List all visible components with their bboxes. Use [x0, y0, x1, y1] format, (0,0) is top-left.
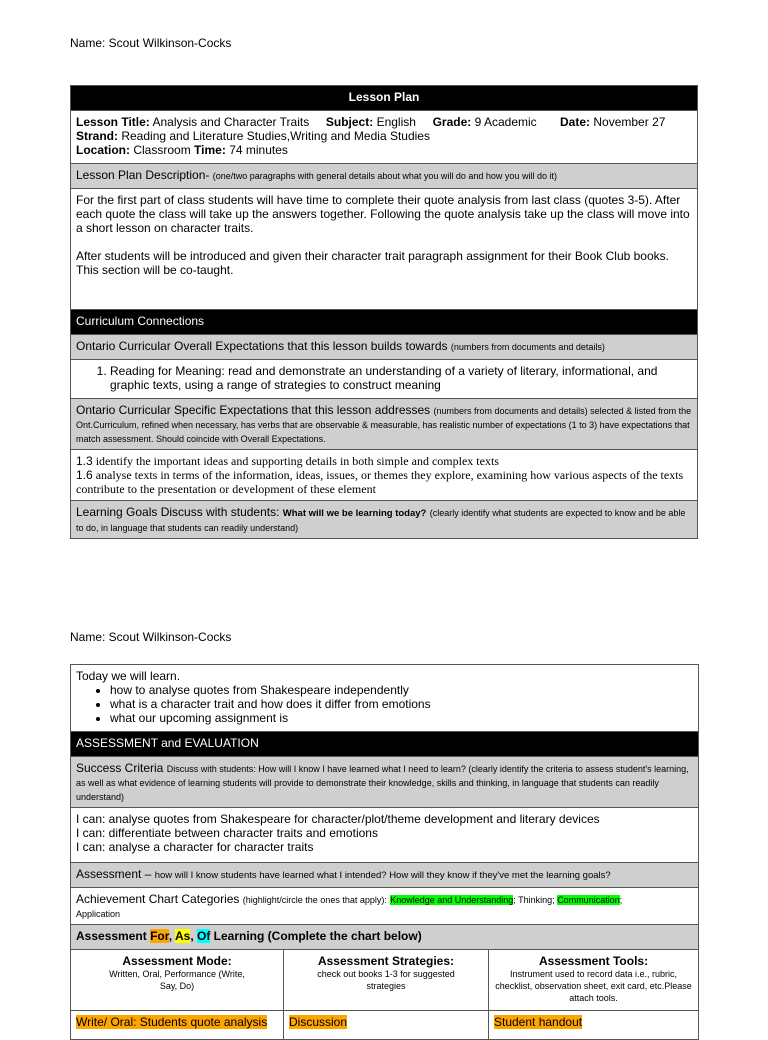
- learning-goals-question: What will we be learning today?: [282, 508, 427, 519]
- lesson-title-value: Analysis and Character Traits: [152, 115, 310, 129]
- success-criteria-note: Discuss with students: How will I know I have learned what I need to learn? (clearly identify the criteria to assess student's learning, as well as what evidence of learning students will provide to demonstrate their knowledge, skills and thinking, in language that students can readily understand): [76, 764, 689, 802]
- description-heading-cell: [71, 164, 698, 189]
- assessment-strategies-header: [284, 950, 489, 1011]
- assessment-mode-subtitle: Written, Oral, Performance (Write, Say, Do): [109, 969, 245, 991]
- assessment-heading: Assessment –: [76, 867, 152, 881]
- student-name: Name: Scout Wilkinson-Cocks: [70, 36, 232, 50]
- i-can-statement: I can: differentiate between character traits and emotions: [76, 826, 378, 840]
- assessment-heading-cell: [71, 863, 699, 888]
- location-value: Classroom: [133, 143, 191, 157]
- assessment-tools-subtitle: Instrument used to record data i.e., rubric, checklist, observation sheet, exit card, etc.Please attach tools.: [495, 969, 692, 1003]
- table-row: [284, 1011, 489, 1040]
- assessment-mode-title: Assessment Mode:: [122, 954, 232, 968]
- category-communication: Communication: [557, 895, 620, 905]
- learning-today-cell: [71, 665, 699, 732]
- lesson-plan-header: Lesson Plan: [71, 86, 698, 111]
- i-can-statement: I can: analyse quotes from Shakespeare for character/plot/theme development and literary devices: [76, 812, 600, 826]
- assessment-strategies-subtitle: check out books 1-3 for suggested strategies: [317, 969, 455, 991]
- afaoal-for: For: [150, 929, 169, 943]
- afaoal-as: As: [174, 929, 191, 943]
- grade-value: 9 Academic: [474, 115, 537, 129]
- student-name-page-2: Name: Scout Wilkinson-Cocks: [70, 630, 232, 644]
- strand-value: Reading and Literature Studies,Writing and Media Studies: [121, 129, 430, 143]
- description-paragraph-2: After students will be introduced and given their character trait paragraph assignment for their Book Club books. This section will be co-taught.: [76, 249, 669, 277]
- subject-value: English: [376, 115, 416, 129]
- category-thinking: Thinking: [518, 895, 553, 905]
- afaoal-heading-cell: Assessment For, As, Of Learning (Complete the chart below): [71, 925, 699, 950]
- achievement-note: (highlight/circle the ones that apply):: [242, 895, 387, 905]
- assessment-strategies-title: Assessment Strategies:: [317, 954, 455, 968]
- category-application: Application: [76, 909, 121, 919]
- specific-expectations-heading-cell: [71, 399, 698, 450]
- success-criteria-heading: Success Criteria: [76, 761, 164, 775]
- overall-expectations-heading: Ontario Curricular Overall Expectations that this lesson builds towards: [76, 339, 448, 353]
- strand-label: Strand:: [76, 129, 118, 143]
- today-item: • how to analyse quotes from Shakespeare independently: [110, 683, 693, 697]
- learning-goals-heading: Learning Goals Discuss with students:: [76, 505, 280, 519]
- learning-goals-heading-cell: [71, 501, 698, 539]
- description-note: (one/two paragraphs with general details about what you will do and how you will do it): [212, 171, 557, 181]
- today-item: • what our upcoming assignment is: [110, 711, 693, 725]
- grade-label: Grade:: [432, 115, 472, 129]
- success-criteria-heading-cell: [71, 757, 699, 808]
- time-value: 74 minutes: [229, 143, 288, 157]
- lesson-title-label: Lesson Title:: [76, 115, 150, 129]
- table-row: [71, 1011, 284, 1040]
- description-heading: Lesson Plan Description-: [76, 168, 210, 182]
- curriculum-connections-heading: Curriculum Connections: [71, 310, 698, 335]
- overall-expectations-body: [71, 360, 698, 399]
- overall-expectations-note: (numbers from documents and details): [450, 342, 605, 352]
- assessment-evaluation-heading: ASSESSMENT and EVALUATION: [71, 732, 699, 757]
- specific-expectation-1: [76, 454, 692, 468]
- i-can-statement: I can: analyse a character for character traits: [76, 840, 314, 854]
- date-label: Date:: [560, 115, 591, 129]
- lesson-info-cell: [71, 111, 698, 164]
- success-criteria-body: [71, 808, 699, 863]
- specific-expectation-1-text: identify the important ideas and supporting details in both simple and complex texts: [95, 454, 499, 468]
- afaoal-of: Of: [196, 929, 211, 943]
- today-intro: Today we will learn.: [76, 669, 181, 683]
- afaoal-rest: Learning (Complete the chart below): [213, 929, 422, 943]
- afaoal-assessment: Assessment: [76, 929, 147, 943]
- assessment-mode-header: [71, 950, 284, 1011]
- specific-expectations-heading: Ontario Curricular Specific Expectations that this lesson addresses: [76, 403, 431, 417]
- table-row: [489, 1011, 699, 1040]
- specific-expectation-2-text: analyse texts in terms of the information, ideas, issues, or themes they explore, examining how various aspects of the texts contribute to the presentation or development of these element: [76, 468, 684, 496]
- description-paragraph-1: For the first part of class students will have time to complete their quote analysis from last class (quotes 3-5). After each quote the class will take up the answers together. Following the quote analysis take up the class will move into a short lesson on character traits.: [76, 193, 690, 235]
- today-item: • what is a character trait and how does it differ from emotions: [110, 697, 693, 711]
- overall-expectation-item: 1. Reading for Meaning: read and demonstrate an understanding of a variety of literary, informational, and graphic texts, using a range of strategies to construct meaning: [110, 364, 692, 392]
- row-1-mode: Write/ Oral: Students quote analysis: [76, 1015, 268, 1029]
- achievement-heading: Achievement Chart Categories: [76, 892, 240, 906]
- location-label: Location:: [76, 143, 130, 157]
- specific-expectation-2-number: 1.6: [76, 468, 93, 482]
- specific-expectation-1-number: 1.3: [76, 454, 93, 468]
- specific-expectations-body: [71, 450, 698, 501]
- description-body: [71, 189, 698, 310]
- specific-expectations-note: (numbers from documents and details) selected & listed from the Ont.Curriculum, refined when necessary, has verbs that are observable & measurable, has realistic number of expectations (1 to 3) have expectations that match assessment. Should coincide with Overall Expectations.: [76, 406, 692, 444]
- time-label: Time:: [194, 143, 226, 157]
- row-1-tools: Student handout: [494, 1015, 583, 1029]
- lesson-plan-table: [70, 85, 698, 539]
- date-value: November 27: [593, 115, 666, 129]
- learning-goals-note: (clearly identify what students are expected to know and be able to do, in language that students can readily understand): [76, 508, 686, 533]
- subject-label: Subject:: [325, 115, 374, 129]
- assessment-table: [70, 664, 699, 1040]
- category-knowledge: Knowledge and Understanding: [390, 895, 514, 905]
- assessment-note: how will I know students have learned what I intended? How will they know if they've met the learning goals?: [154, 870, 611, 881]
- row-1-strategy: Discussion: [289, 1015, 348, 1029]
- assessment-tools-header: [489, 950, 699, 1011]
- achievement-chart-cell: Achievement Chart Categories (highlight/circle the ones that apply): Knowledge and Understanding; Thinking; Communication; Application: [71, 888, 699, 925]
- assessment-tools-title: Assessment Tools:: [538, 954, 649, 968]
- specific-expectation-2: [76, 468, 692, 496]
- overall-expectations-heading-cell: [71, 335, 698, 360]
